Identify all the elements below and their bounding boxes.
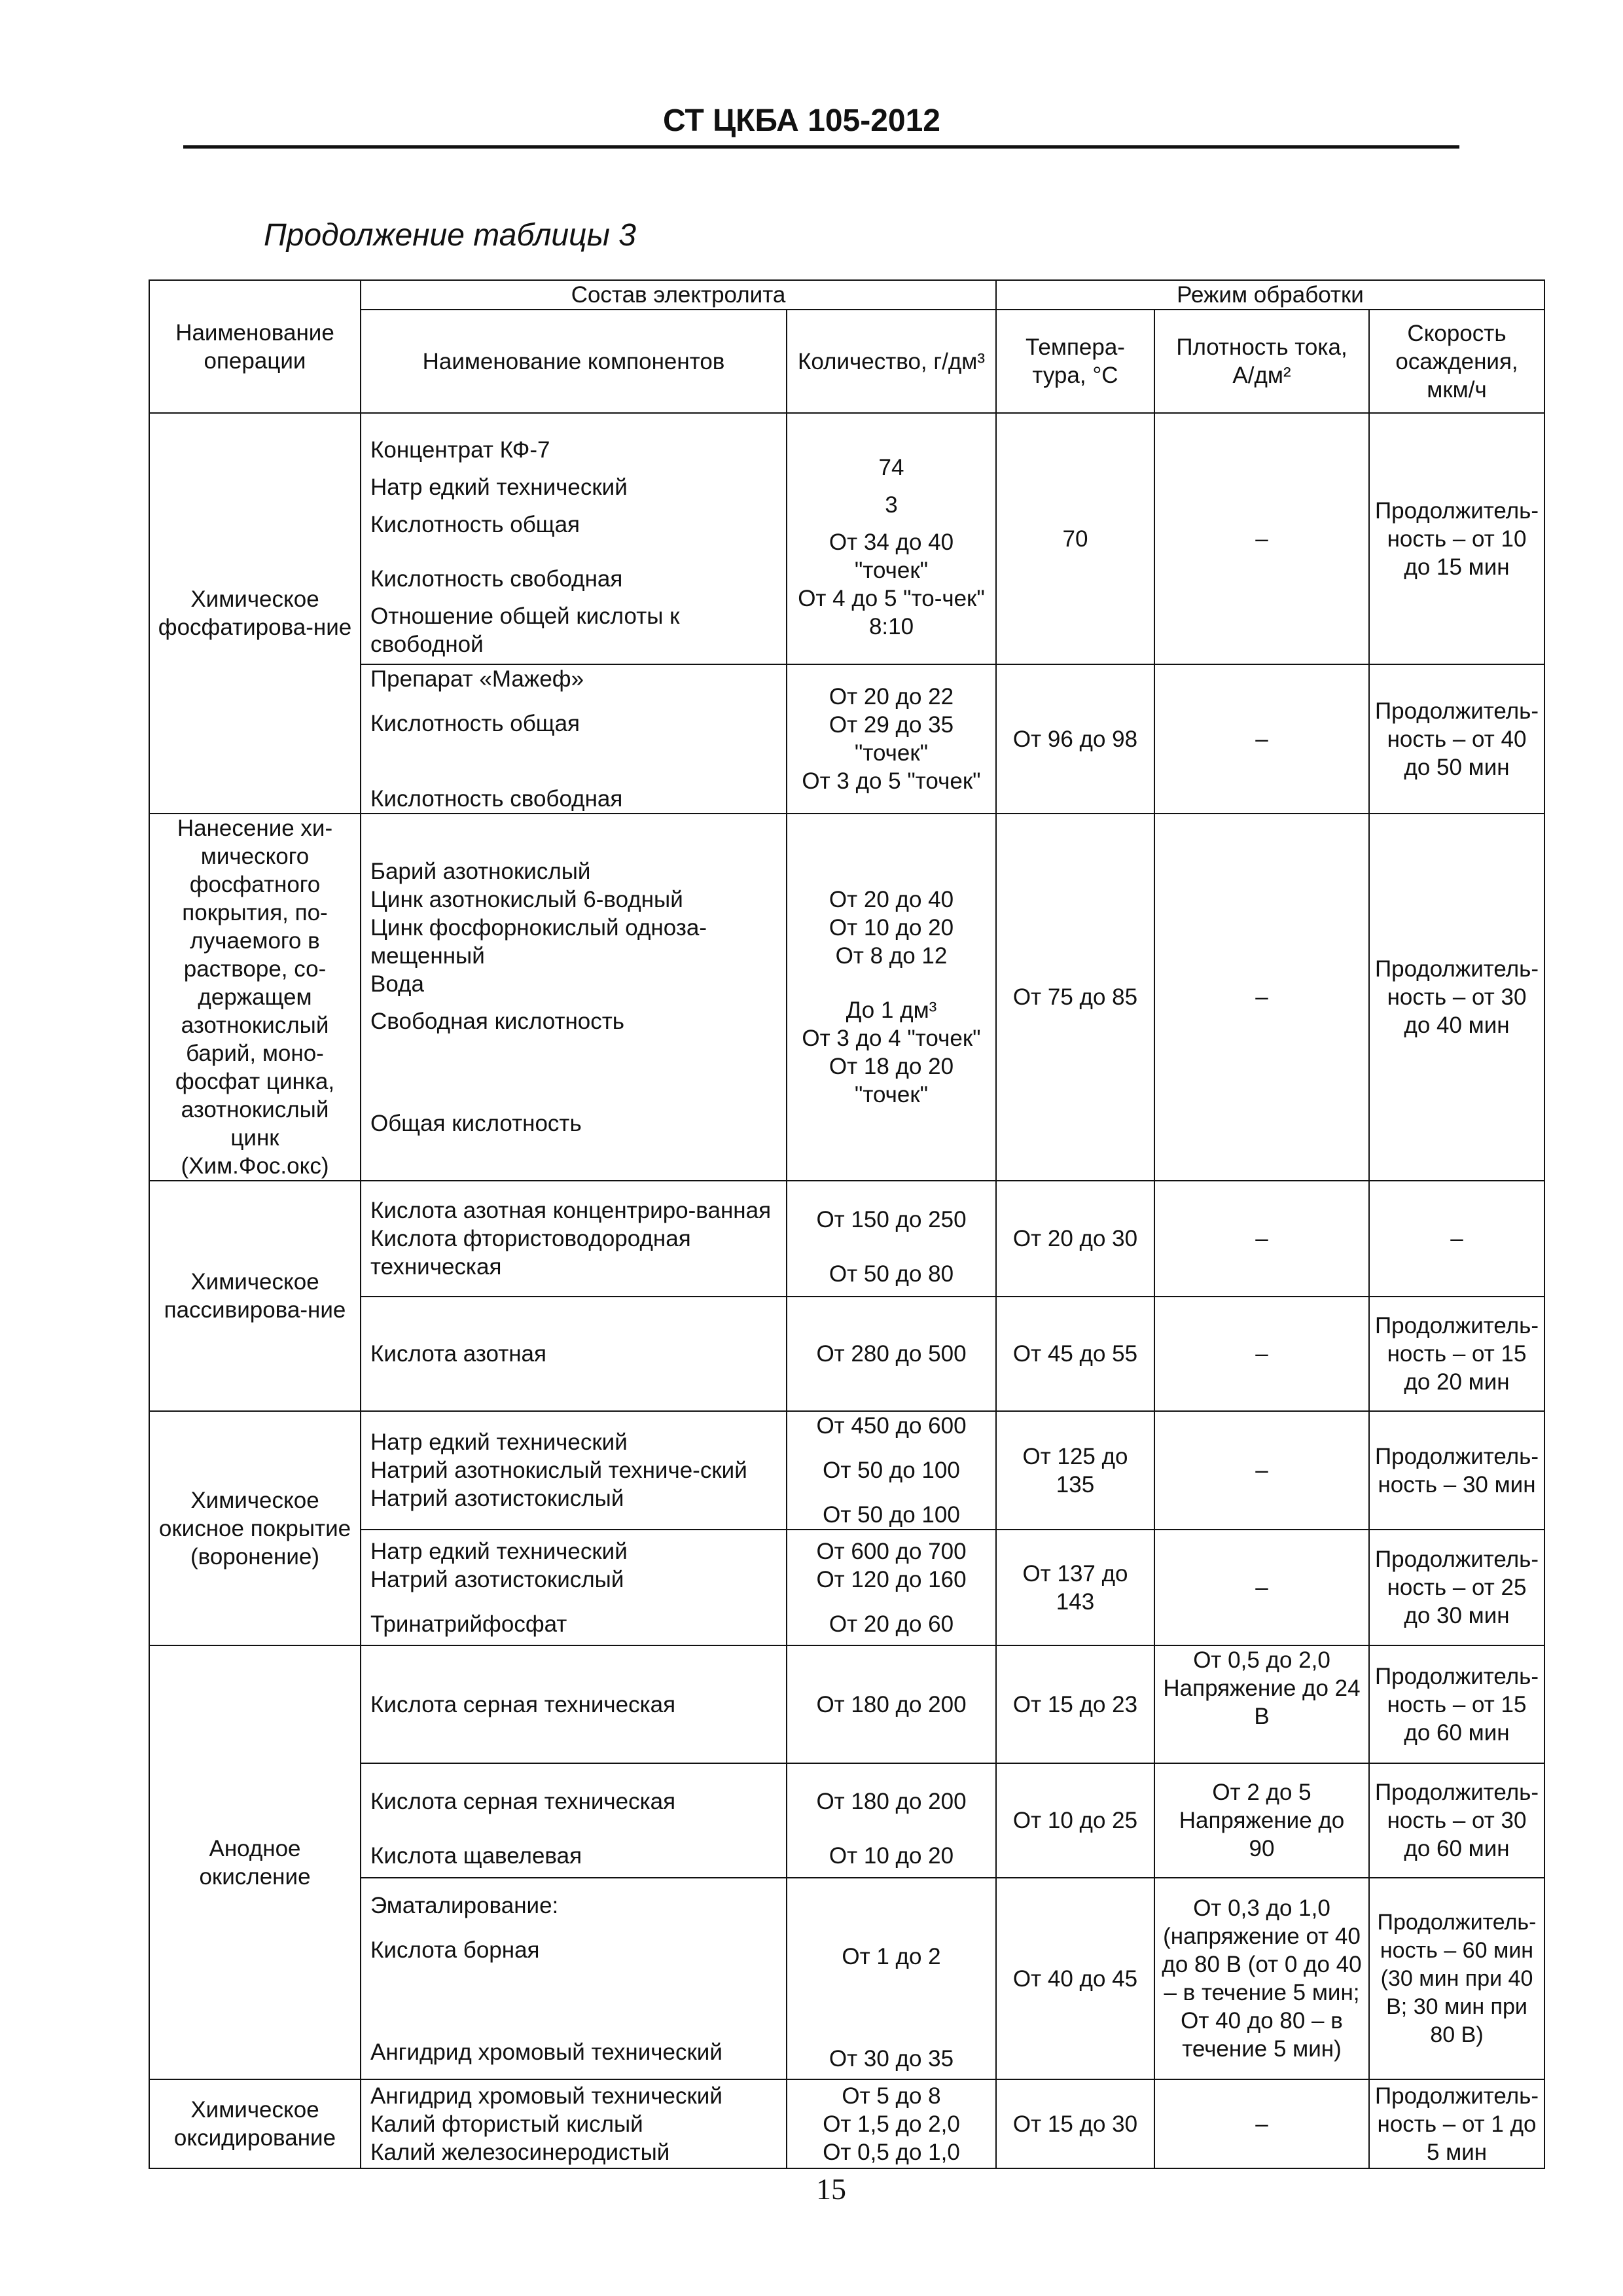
- component-cell: Барий азотнокислый Цинк азотнокислый 6-водный Цинк фосфорнокислый одноза-мещенный Вода Свободная кислотность Общая кислотность: [361, 814, 787, 1181]
- speed-cell: Продолжитель-ность – от 10 до 15 мин: [1369, 413, 1544, 664]
- temperature-cell: От 15 до 30: [996, 2079, 1154, 2168]
- header-mode: Режим обработки: [996, 280, 1544, 310]
- header-quantity: Количество, г/дм³: [787, 310, 996, 413]
- temperature-cell: 70: [996, 413, 1154, 664]
- temperature-cell: От 75 до 85: [996, 814, 1154, 1181]
- speed-cell: Продолжитель-ность – 60 мин (30 мин при 40 В; 30 мин при 80 В): [1369, 1878, 1544, 2079]
- speed-cell: Продолжитель-ность – 30 мин: [1369, 1411, 1544, 1530]
- density-cell: –: [1154, 664, 1369, 814]
- temperature-cell: От 45 до 55: [996, 1297, 1154, 1411]
- header-component: Наименование компонентов: [361, 310, 787, 413]
- quantity-cell: От 180 до 200 От 10 до 20: [787, 1763, 996, 1878]
- header-density: Плотность тока, А/дм²: [1154, 310, 1369, 413]
- speed-cell: –: [1369, 1181, 1544, 1297]
- temperature-cell: От 15 до 23: [996, 1645, 1154, 1763]
- component-cell: Кислота серная техническая: [361, 1645, 787, 1763]
- standard-code: СТ ЦКБА 105-2012: [662, 103, 940, 138]
- speed-cell: Продолжитель-ность – от 40 до 50 мин: [1369, 664, 1544, 814]
- temperature-cell: От 40 до 45: [996, 1878, 1154, 2079]
- operation-cell: Химическое оксидирование: [149, 2079, 361, 2168]
- operation-cell: Химическое окисное покрытие (воронение): [149, 1411, 361, 1645]
- speed-cell: Продолжитель-ность – от 15 до 20 мин: [1369, 1297, 1544, 1411]
- density-cell: –: [1154, 1297, 1369, 1411]
- density-cell: От 2 до 5 Напряжение до 90: [1154, 1763, 1369, 1878]
- header-electrolyte: Состав электролита: [361, 280, 996, 310]
- component-cell: Кислота серная техническая Кислота щавелевая: [361, 1763, 787, 1878]
- quantity-cell: От 1 до 2 От 30 до 35: [787, 1878, 996, 2079]
- density-cell: –: [1154, 1181, 1369, 1297]
- component-cell: Ангидрид хромовый технический Калий фтористый кислый Калий железосинеродистый: [361, 2079, 787, 2168]
- component-cell: Препарат «Мажеф» Кислотность общая Кислотность свободная: [361, 664, 787, 814]
- speed-cell: Продолжитель-ность – от 1 до 5 мин: [1369, 2079, 1544, 2168]
- speed-cell: Продолжитель-ность – от 30 до 60 мин: [1369, 1763, 1544, 1878]
- component-cell: Кислота азотная концентриро-ванная Кислота фтористоводородная техническая: [361, 1181, 787, 1297]
- density-cell: –: [1154, 814, 1369, 1181]
- page-number: 15: [816, 2172, 846, 2206]
- speed-cell: Продолжитель-ность – от 15 до 60 мин: [1369, 1645, 1544, 1763]
- quantity-cell: От 600 до 700 От 120 до 160 От 20 до 60: [787, 1530, 996, 1645]
- component-cell: Концентрат КФ-7 Натр едкий технический Кислотность общая Кислотность свободная Отношение общей кислоты к свободной: [361, 413, 787, 664]
- temperature-cell: От 10 до 25: [996, 1763, 1154, 1878]
- electrolyte-table: [149, 279, 1545, 2169]
- speed-cell: Продолжитель-ность – от 30 до 40 мин: [1369, 814, 1544, 1181]
- operation-cell: Химическое фосфатирова-ние: [149, 413, 361, 814]
- temperature-cell: От 125 до 135: [996, 1411, 1154, 1530]
- component-cell: Эматалирование: Кислота борная Ангидрид хромовый технический: [361, 1878, 787, 2079]
- operation-cell: Нанесение хи-мического фосфатного покрытия, по-лучаемого в растворе, со-держащем азотнокислый барий, моно-фосфат цинка, азотнокислый цинк (Хим.Фос.окс): [149, 814, 361, 1181]
- density-cell: –: [1154, 2079, 1369, 2168]
- component-cell: Натр едкий технический Натрий азотистокислый Тринатрийфосфат: [361, 1530, 787, 1645]
- header-speed: Скорость осаждения, мкм/ч: [1369, 310, 1544, 413]
- quantity-cell: 74 3 От 34 до 40 "точек" От 4 до 5 "то-чек" 8:10: [787, 413, 996, 664]
- density-cell: –: [1154, 413, 1369, 664]
- quantity-cell: От 5 до 8 От 1,5 до 2,0 От 0,5 до 1,0: [787, 2079, 996, 2168]
- quantity-cell: От 20 до 22 От 29 до 35 "точек" От 3 до 5 "точек": [787, 664, 996, 814]
- temperature-cell: От 96 до 98: [996, 664, 1154, 814]
- density-cell: –: [1154, 1530, 1369, 1645]
- operation-cell: Химическое пассивирова-ние: [149, 1181, 361, 1411]
- quantity-cell: От 20 до 40 От 10 до 20 От 8 до 12 До 1 дм³ От 3 до 4 "точек" От 18 до 20 "точек": [787, 814, 996, 1181]
- speed-cell: Продолжитель-ность – от 25 до 30 мин: [1369, 1530, 1544, 1645]
- quantity-cell: От 280 до 500: [787, 1297, 996, 1411]
- component-cell: Натр едкий технический Натрий азотнокислый техниче-ский Натрий азотистокислый: [361, 1411, 787, 1530]
- header-operation: Наименование операции: [149, 280, 361, 413]
- temperature-cell: От 20 до 30: [996, 1181, 1154, 1297]
- header-temperature: Темпера-тура, °С: [996, 310, 1154, 413]
- density-cell: От 0,3 до 1,0 (напряжение от 40 до 80 В (от 0 до 40 – в течение 5 мин; От 40 до 80 – в течение 5 мин): [1154, 1878, 1369, 2079]
- quantity-cell: От 450 до 600 От 50 до 100 От 50 до 100: [787, 1411, 996, 1530]
- document-header: [183, 97, 1459, 149]
- temperature-cell: От 137 до 143: [996, 1530, 1154, 1645]
- density-cell: От 0,5 до 2,0 Напряжение до 24 В: [1154, 1645, 1369, 1763]
- density-cell: –: [1154, 1411, 1369, 1530]
- operation-cell: Анодное окисление: [149, 1645, 361, 2079]
- quantity-cell: От 180 до 200: [787, 1645, 996, 1763]
- component-cell: Кислота азотная: [361, 1297, 787, 1411]
- table-continuation-title: Продолжение таблицы 3: [264, 218, 636, 253]
- quantity-cell: От 150 до 250 От 50 до 80: [787, 1181, 996, 1297]
